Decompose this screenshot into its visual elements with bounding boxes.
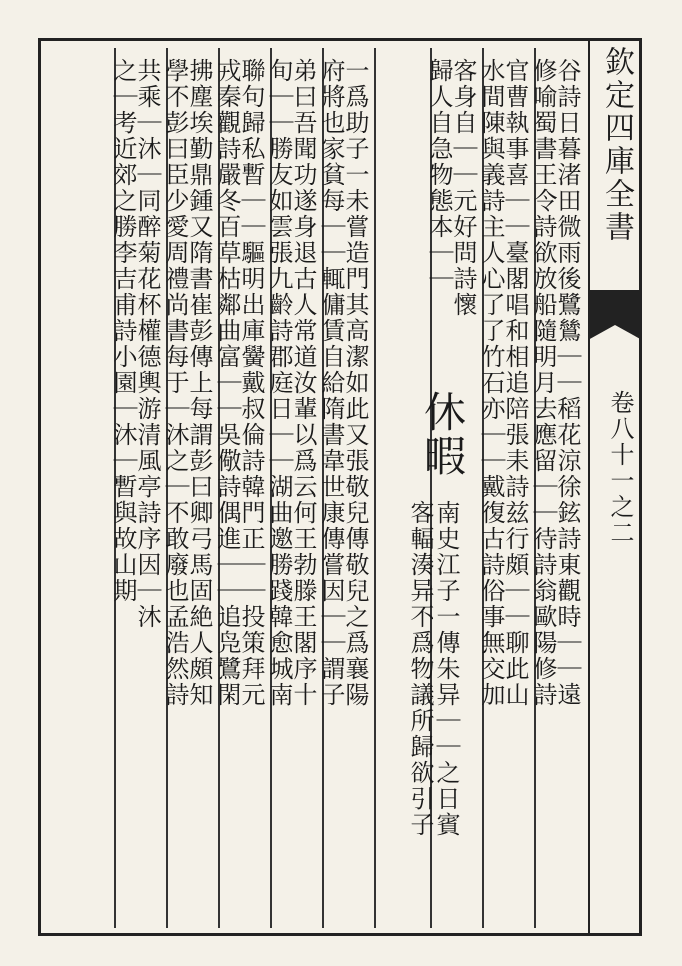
heading-note: 南史江子一傳朱异｜｜之日賓 <box>432 500 460 838</box>
text-column: 聯句歸私暫｜｜驅明出庫黌戴叔倫詩韓門正｜｜投策拜元 <box>237 58 265 708</box>
text-column: 一爲助子一未嘗造門其高潔如此又張敬兒傳敬兒之爲襄陽 <box>341 58 369 708</box>
text-column: 拂塵埃勤鼎鍾又隋書崔彭傳上每謂彭曰卿弓馬固絶人頗知 <box>185 58 213 708</box>
text-column: 谷詩日暮渚田微雨後鷺鷥｜｜稻花涼徐鉉詩東觀時｜｜遠 <box>553 58 581 708</box>
text-column: 戎秦觀詩嚴冬百草枯鄰曲富｜｜吳儆詩偶進｜｜追凫鷺閑 <box>213 58 241 708</box>
entry-heading: 休暇 <box>418 390 467 478</box>
text-column: 學不彭曰臣少愛周禮尚書每于｜沐之｜不敢廢也孟浩然詩 <box>161 58 189 708</box>
text-column: 弟曰吾聞功遂身退古人常道汝輩以爲云何王勃滕王閣序十 <box>289 58 317 708</box>
text-column: 歸人自急物態本｜｜ <box>425 58 453 292</box>
book-title: 欽定四庫全書 <box>599 46 634 244</box>
text-column: 修喻蜀書王令詩欲放船隨明月去應留｜｜待詩翁歐陽修詩 <box>529 58 557 708</box>
text-column: 水間陳與義詩主人心了了竹石亦｜｜戴復古詩俗事無交加 <box>477 58 505 708</box>
text-column: 之｜考近郊之勝李吉甫詩小園｜沐｜暫與故山期 <box>109 58 137 604</box>
text-column: 共乘｜沐｜同醉菊花杯權德輿游清風亭詩序因｜沐 <box>133 58 161 630</box>
text-column: 府將也家貧每｜｜輒傭賃自給隋書韋世康傳嘗因｜｜謂子 <box>317 58 345 708</box>
heading-note: 客輻湊异不爲物議所歸欲引子 <box>406 500 434 838</box>
volume-label: 卷八十一之二 <box>606 390 634 546</box>
text-column: 旬｜｜勝友如雲張九齡詩郡庭日｜｜湖曲邀勝踐韓愈城南 <box>265 58 293 708</box>
text-column: 官曹執事喜｜｜臺閣唱和相追陪張耒詩兹行頗｜｜聊此山 <box>501 58 529 708</box>
text-column: 客身自｜｜元好問詩懷 <box>449 58 477 318</box>
